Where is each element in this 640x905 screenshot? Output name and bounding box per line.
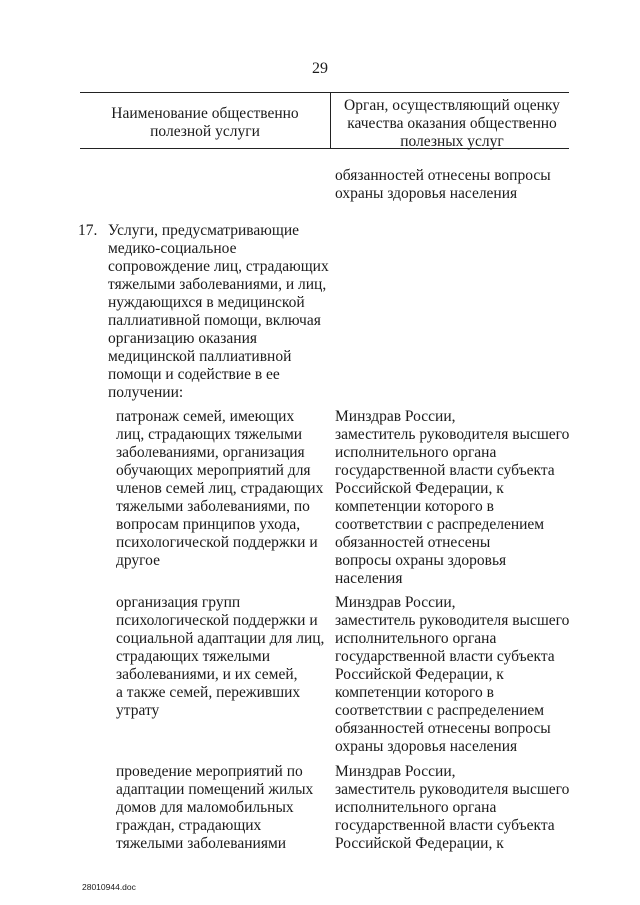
authority-line: Российской Федерации, к xyxy=(335,666,504,683)
authority-line: обязанностей отнесены xyxy=(335,534,491,551)
item-title-line: сопровождение лиц, страдающих xyxy=(108,258,329,275)
service-line: адаптации помещений жилых xyxy=(116,781,314,798)
authority-line: обязанностей отнесены вопросы xyxy=(335,720,551,737)
assessment-authority xyxy=(335,594,575,756)
service-line: социальной адаптации для лиц, xyxy=(116,630,325,647)
authority-line: заместитель руководителя высшего xyxy=(335,781,570,798)
service-line: психологической поддержки и xyxy=(116,612,318,629)
service-description xyxy=(116,763,328,853)
service-line: граждан, страдающих xyxy=(116,817,262,834)
authority-line: охраны здоровья населения xyxy=(335,738,518,755)
assessment-authority xyxy=(335,408,575,588)
service-line: лиц, страдающих тяжелыми xyxy=(116,426,303,443)
item-title-line: организацию оказания xyxy=(108,330,258,347)
service-description xyxy=(116,594,328,720)
authority-line: Минздрав России, xyxy=(335,408,456,425)
authority-line: Минздрав России, xyxy=(335,763,456,780)
assessment-authority xyxy=(335,763,575,853)
service-line: обучающих мероприятий для xyxy=(116,462,311,479)
page-number: 29 xyxy=(312,60,328,77)
authority-line: исполнительного органа xyxy=(335,799,497,816)
authority-line: компетенции которого в xyxy=(335,498,494,515)
header-service-line: Наименование общественно xyxy=(111,105,299,122)
authority-line: Минздрав России, xyxy=(335,594,456,611)
document-footer: 28010944.doc xyxy=(82,882,136,892)
item-title-line: медико-социальное xyxy=(108,240,237,257)
service-line: проведение мероприятий по xyxy=(116,763,303,780)
item-title xyxy=(108,222,329,402)
item-title-line: тяжелыми заболеваниями, и лиц, xyxy=(108,276,327,293)
service-line: тяжелыми заболеваниями, по xyxy=(116,498,310,515)
continuation-line: обязанностей отнесены вопросы xyxy=(335,167,551,184)
service-line: страдающих тяжелыми xyxy=(116,648,271,665)
service-line: а также семей, переживших xyxy=(116,684,301,701)
header-service-line: полезной услуги xyxy=(150,123,260,140)
item-title-line: Услуги, предусматривающие xyxy=(108,222,299,239)
table-header-divider xyxy=(330,92,331,149)
continuation-text xyxy=(335,167,575,203)
item-title-line: помощи и содействие в ее xyxy=(108,366,280,383)
service-line: другое xyxy=(116,552,160,569)
authority-line: государственной власти субъекта xyxy=(335,462,555,479)
authority-line: заместитель руководителя высшего xyxy=(335,426,570,443)
item-title-line: получении: xyxy=(108,384,184,401)
header-body-line: полезных услуг xyxy=(400,133,504,150)
service-line: утрату xyxy=(116,702,160,719)
authority-line: вопросы охраны здоровья xyxy=(335,552,507,569)
authority-line: Российской Федерации, к xyxy=(335,835,504,852)
authority-line: исполнительного органа xyxy=(335,444,497,461)
item-title-line: медицинской паллиативной xyxy=(108,348,292,365)
authority-line: государственной власти субъекта xyxy=(335,817,555,834)
service-description xyxy=(116,408,328,570)
authority-line: заместитель руководителя высшего xyxy=(335,612,570,629)
service-line: членов семей лиц, страдающих xyxy=(116,480,324,497)
header-assessment-body xyxy=(332,97,572,151)
authority-line: государственной власти субъекта xyxy=(335,648,555,665)
service-line: организация групп xyxy=(116,594,241,611)
service-line: тяжелыми заболеваниями xyxy=(116,835,287,852)
authority-line: населения xyxy=(335,570,403,587)
item-number: 17. xyxy=(78,222,98,239)
service-line: вопросам принципов ухода, xyxy=(116,516,301,533)
item-title-line: нуждающихся в медицинской xyxy=(108,294,305,311)
authority-line: исполнительного органа xyxy=(335,630,497,647)
service-line: домов для маломобильных xyxy=(116,799,294,816)
item-title-line: паллиативной помощи, включая xyxy=(108,312,321,329)
header-body-line: Орган, осуществляющий оценку xyxy=(344,97,560,114)
table-top-border xyxy=(80,92,569,93)
service-line: заболеваниями, и их семей, xyxy=(116,666,298,683)
authority-line: соответствии с распределением xyxy=(335,516,545,533)
authority-line: компетенции которого в xyxy=(335,684,494,701)
service-line: заболеваниями, организация xyxy=(116,444,305,461)
continuation-line: охраны здоровья населения xyxy=(335,185,518,202)
authority-line: Российской Федерации, к xyxy=(335,480,504,497)
header-body-line: качества оказания общественно xyxy=(347,115,557,132)
authority-line: соответствии с распределением xyxy=(335,702,545,719)
service-line: психологической поддержки и xyxy=(116,534,318,551)
service-line: патронаж семей, имеющих xyxy=(116,408,295,425)
header-service-name xyxy=(80,105,330,141)
